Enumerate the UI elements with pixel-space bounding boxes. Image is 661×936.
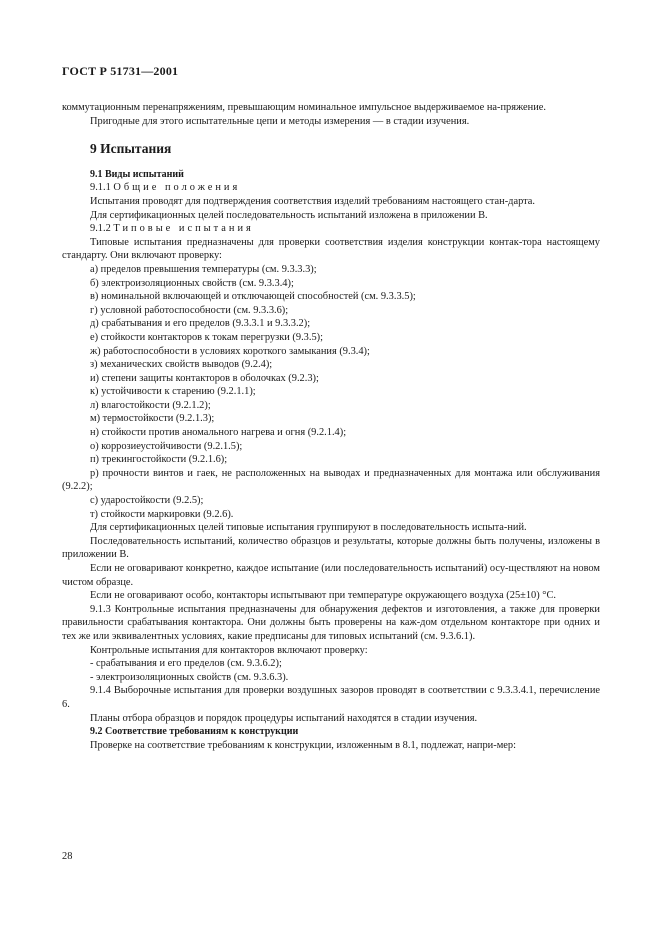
page-number: 28 (62, 851, 73, 862)
list-item: в) номинальной включающей и отключающей способностей (см. 9.3.3.5); (90, 291, 416, 303)
list-item: г) условной работоспособности (см. 9.3.3.6); (90, 304, 289, 316)
clause-heading-9-1-1 (62, 181, 600, 195)
list-item: к) устойчивости к старению (9.2.1.1); (90, 386, 256, 398)
list-item: н) стойкости против аномального нагрева и огня (9.2.1.4); (90, 427, 347, 439)
list-item: р) прочности винтов и гаек, не расположенных на выводах и предназначенных для монтажа или обслуживания (9.2.2); (62, 467, 600, 493)
paragraph: Планы отбора образцов и порядок процедуры испытаний находятся в стадии изучения. (90, 712, 478, 724)
paragraph: Если не оговаривают конкретно, каждое испытание (или последовательность испытаний) осу-ществляют на новом чистом образце. (62, 563, 600, 588)
clause-number: 9.1.1 (90, 182, 111, 194)
intro-paragraph-1: коммутационным перенапряжениям, превышающим номинальное импульсное выдерживаемое на-пряжение. (62, 102, 546, 113)
paragraph: Последовательность испытаний, количество образцов и результаты, которые должны быть получены, изложены в приложении В. (62, 535, 600, 561)
subsection-heading-9-1: 9.1 Виды испытаний (90, 168, 184, 180)
list-item: ж) работоспособности в условиях короткого замыкания (9.3.4); (90, 345, 370, 357)
list-item: - электроизоляционных свойств (см. 9.3.6.3). (90, 671, 289, 683)
clause-title: Типовые испытания (113, 223, 254, 235)
document-header: ГОСТ Р 51731—2001 (62, 64, 179, 78)
list-item: и) степени защиты контакторов в оболочках (9.2.3); (90, 372, 319, 384)
list-item: е) стойкости контакторов к токам перегрузки (9.3.5); (90, 331, 324, 343)
subsection-heading-9-2: 9.2 Соответствие требованиям к конструкции (90, 726, 299, 738)
list-item: а) пределов превышения температуры (см. 9.3.3.3); (90, 263, 317, 275)
paragraph: Испытания проводят для подтверждения соответствия изделий требованиям настоящего стан-дарта. (90, 195, 536, 207)
list-item: л) влагостойкости (9.2.1.2); (90, 399, 211, 411)
paragraph: Для сертификационных целей последовательность испытаний изложена в приложении В. (90, 209, 488, 221)
paragraph: 9.1.3 Контрольные испытания предназначены для обнаружения дефектов и изготовления, а также для проверки правильности срабатывания контактора. Они должны быть проверены на каж-дом отдельном контакторе при одних и тех же или эквивалентных условиях, какие предписаны для типовых испытаний (см. 9.3.6.1). (62, 603, 600, 642)
list-item: - срабатывания и его пределов (см. 9.3.6.2); (90, 658, 282, 670)
paragraph: Для сертификационных целей типовые испытания группируют в последовательность испыта-ний. (90, 522, 527, 534)
document-body (62, 101, 600, 752)
intro-paragraph-2: Пригодные для этого испытательные цепи и методы измерения — в стадии изучения. (90, 115, 470, 127)
paragraph: Контрольные испытания для контакторов включают проверку: (90, 644, 368, 656)
list-item: п) трекингостойкости (9.2.1.6); (90, 454, 228, 466)
paragraph: 9.1.4 Выборочные испытания для проверки воздушных зазоров проводят в соответствии с 9.3.3.4.1, перечисление 6. (62, 685, 600, 710)
paragraph: Типовые испытания предназначены для проверки соответствия изделия конструкции контак-тора настоящему стандарту. Они включают проверку: (62, 236, 600, 262)
paragraph: Проверке на соответствие требованиям к конструкции, изложенным в 8.1, подлежат, напри-мер: (90, 739, 516, 751)
clause-heading-9-1-2 (62, 222, 600, 236)
clause-title: Общие положения (113, 182, 241, 194)
document-page (62, 64, 600, 752)
paragraph: Если не оговаривают особо, контакторы испытывают при температуре окружающего воздуха (25±10) °С. (90, 590, 556, 602)
list-item: д) срабатывания и его пределов (9.3.3.1 и 9.3.3.2); (90, 318, 311, 330)
clause-number: 9.1.2 (90, 223, 111, 235)
list-item: з) механических свойств выводов (9.2.4); (90, 359, 273, 371)
list-item: м) термостойкости (9.2.1.3); (90, 413, 215, 425)
section-heading: 9 Испытания (90, 141, 172, 157)
list-item: б) электроизоляционных свойств (см. 9.3.3.4); (90, 277, 294, 289)
list-item: т) стойкости маркировки (9.2.6). (90, 508, 234, 520)
list-item: о) коррозиеустойчивости (9.2.1.5); (90, 440, 243, 452)
list-item: с) ударостойкости (9.2.5); (90, 495, 204, 507)
